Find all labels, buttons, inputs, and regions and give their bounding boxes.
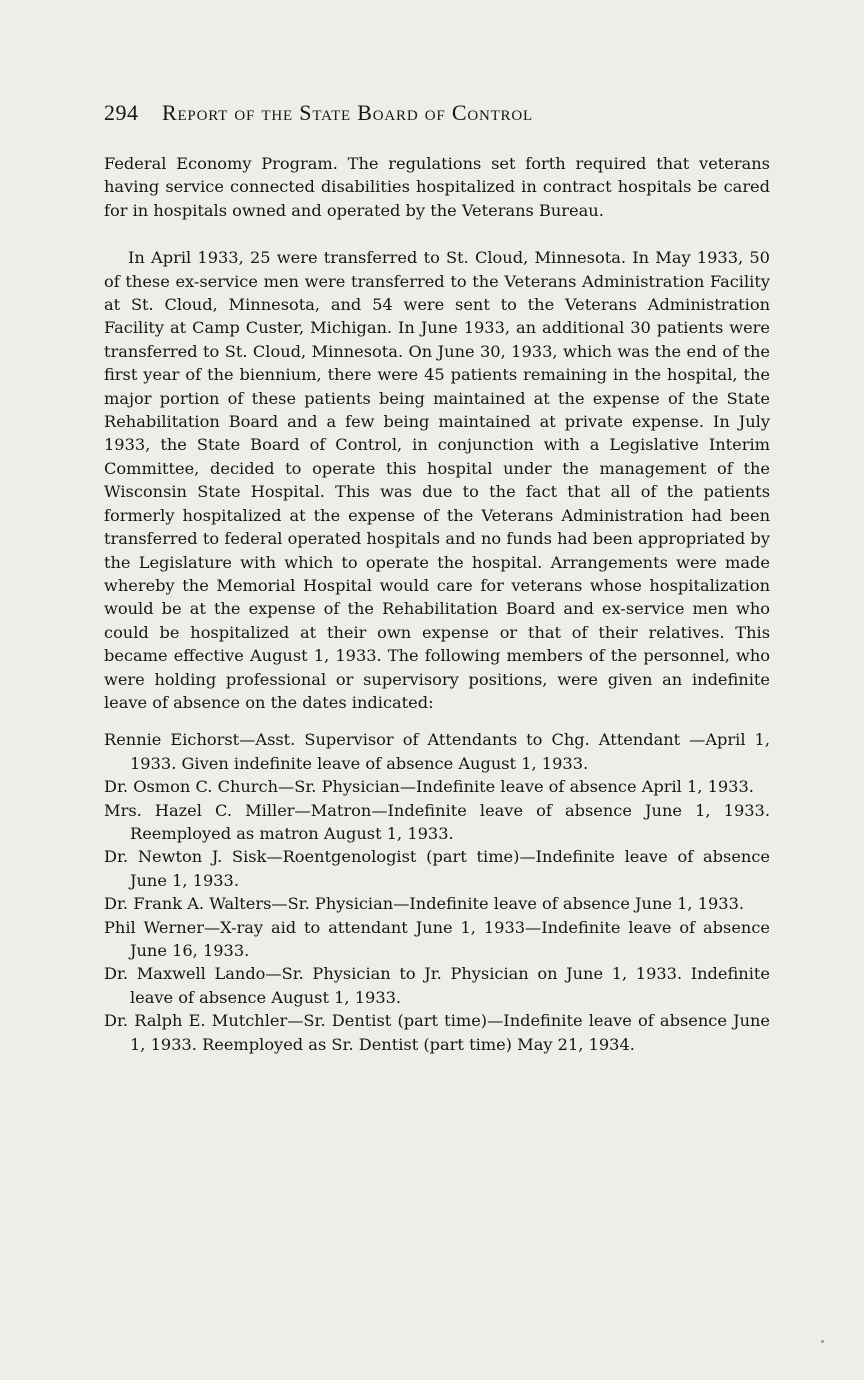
personnel-entry: Rennie Eichorst—Asst. Supervisor of Attendants to Chg. Attendant —April 1, 1933. Given indefinite leave of absence August 1, 1933. bbox=[104, 730, 770, 773]
page-number: 294 bbox=[104, 100, 139, 125]
body-text bbox=[104, 152, 770, 1056]
personnel-entry: Dr. Osmon C. Church—Sr. Physician—Indefinite leave of absence April 1, 1933. bbox=[104, 777, 754, 797]
personnel-entry: Phil Werner—X-ray aid to attendant June 1, 1933—Indefinite leave of absence June 16, 1933. bbox=[104, 917, 770, 960]
personnel-entry: Dr. Newton J. Sisk—Roentgenologist (part time)—Indefinite leave of absence June 1, 1933. bbox=[104, 847, 770, 890]
personnel-entry: Dr. Ralph E. Mutchler—Sr. Dentist (part time)—Indefinite leave of absence June 1, 1933. Reemployed as Sr. Dentist (part time) May 21, 1934. bbox=[104, 1011, 770, 1054]
personnel-entry: Mrs. Hazel C. Miller—Matron—Indefinite leave of absence June 1, 1933. Reemployed as matron August 1, 1933. bbox=[104, 800, 770, 843]
personnel-entry: Dr. Maxwell Lando—Sr. Physician to Jr. Physician on June 1, 1933. Indefinite leave of absence August 1, 1933. bbox=[104, 964, 770, 1007]
personnel-list bbox=[104, 728, 770, 1056]
running-title: Report of the State Board of Control bbox=[162, 100, 533, 125]
personnel-entry: Dr. Frank A. Walters—Sr. Physician—Indefinite leave of absence June 1, 1933. bbox=[104, 894, 745, 914]
paragraph: Federal Economy Program. The regulations set forth required that veterans having service connected disabilities hospitalized in contract hospitals be cared for in hospitals owned and operated by the Veterans Bureau. bbox=[104, 154, 770, 220]
paragraph: In April 1933, 25 were transferred to St. Cloud, Minnesota. In May 1933, 50 of these ex-service men were transferred to the Veterans Administration Facility at St. Cloud, Minnesota, and 54 were sent to the Veterans Administration Facility at Camp Custer, Michigan. In June 1933, an additional 30 patients were transferred to St. Cloud, Minnesota. On June 30, 1933, which was the end of the first year of the biennium, there were 45 patients remaining in the hospital, the major portion of these patients being maintained at the expense of the State Rehabilitation Board and a few being maintained at private expense. In July 1933, the State Board of Control, in conjunction with a Legislative Interim Committee, decided to operate this hospital under the management of the Wisconsin State Hospital. This was due to the fact that all of the patients formerly hospitalized at the expense of the Veterans Administration had been transferred to federal operated hospitals and no funds had been appropriated by the Legislature with which to operate the hospital. Arrangements were made whereby the Memorial Hospital would care for veterans whose hospitalization would be at the expense of the Rehabilitation Board and ex-service men who could be hospitalized at their own expense or that of their relatives. This became effective August 1, 1933. The following members of the personnel, who were holding professional or supervisory positions, were given an indefinite leave of absence on the dates indicated: bbox=[104, 248, 770, 712]
running-header bbox=[104, 100, 784, 126]
paper-speck bbox=[821, 1340, 824, 1343]
